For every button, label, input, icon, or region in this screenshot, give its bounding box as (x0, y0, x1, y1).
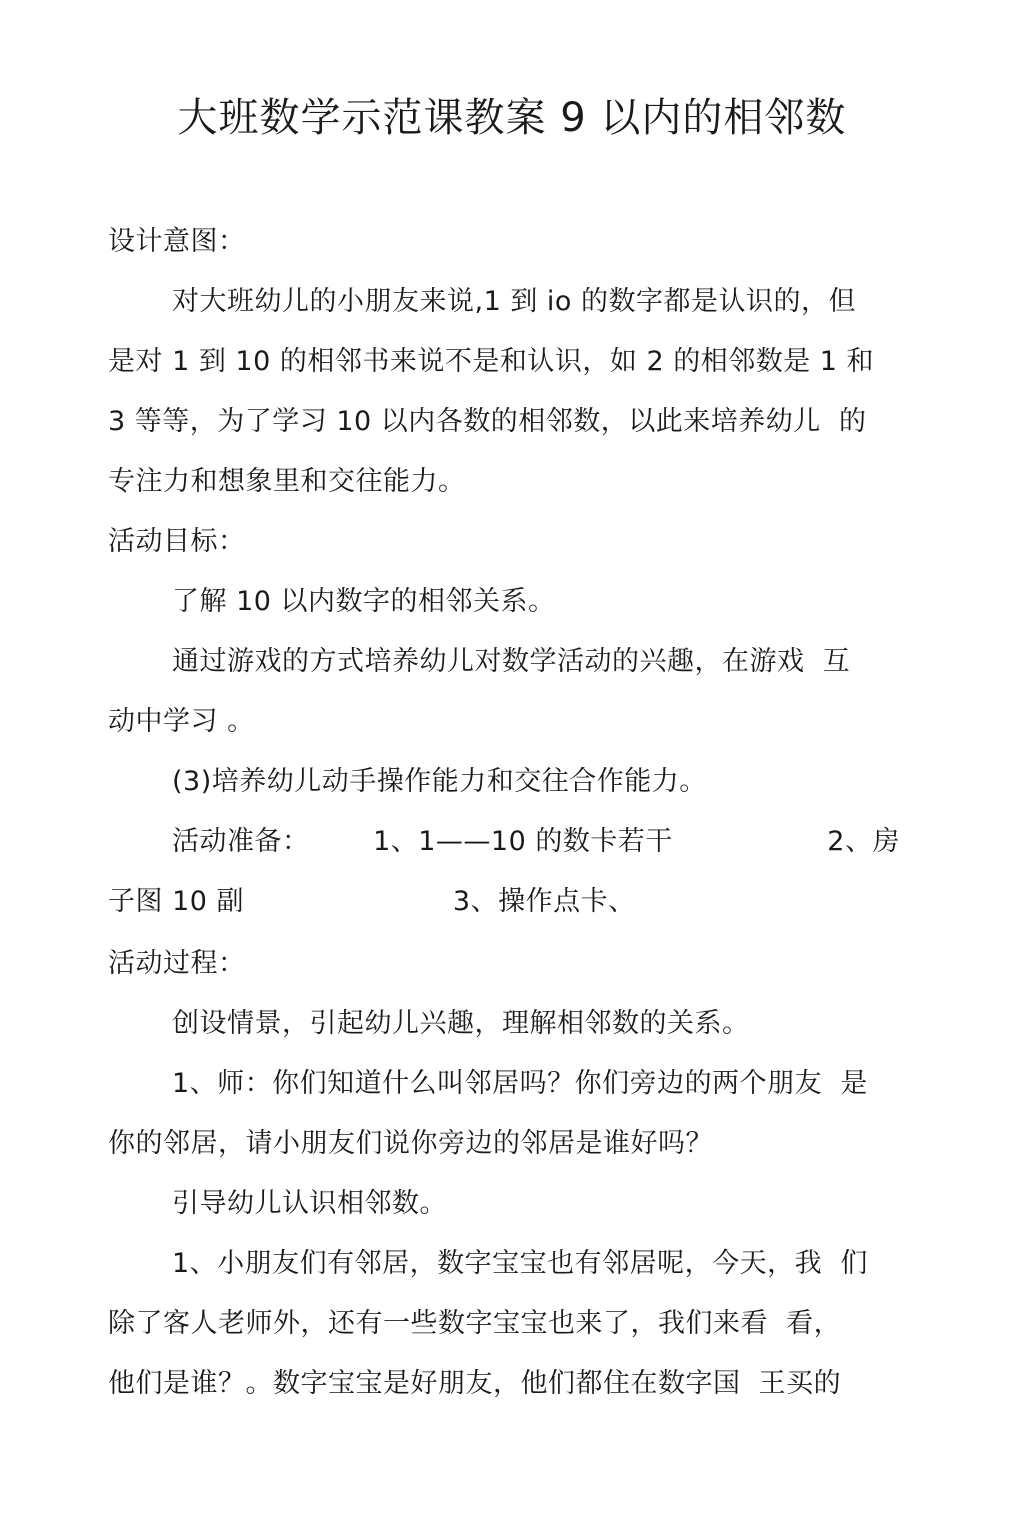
paragraph-line: 引导幼儿认识相邻数。 (172, 1188, 447, 1219)
paragraph-line: 通过游戏的方式培养幼儿对数学活动的兴趣，在游戏 互 (172, 646, 851, 677)
paragraph-line: 3 等等，为了学习 10 以内各数的相邻数，以此来培养幼儿 的 (108, 406, 867, 437)
paragraph-line: 除了客人老师外，还有一些数字宝宝也来了，我们来看 看， (108, 1308, 842, 1339)
paragraph-line: 动中学习 。 (108, 706, 255, 737)
document-title: 大班数学示范课教案 9 以内的相邻数 (177, 95, 847, 141)
paragraph-line: 了解 10 以内数字的相邻关系。 (172, 586, 556, 617)
paragraph-line: 对大班幼儿的小朋友来说,1 到 io 的数字都是认识的，但 (172, 286, 857, 317)
paragraph-line-activity-preparation: 活动准备： 1、1——10 的数卡若干 2、房 (172, 826, 900, 857)
section-heading-design-intent: 设计意图： (108, 226, 246, 257)
paragraph-line: 子图 10 副 3、操作点卡、 (108, 886, 636, 917)
paragraph-line: 1、师：你们知道什么叫邻居吗？你们旁边的两个朋友 是 (172, 1068, 868, 1099)
paragraph-line: 你的邻居，请小朋友们说你旁边的邻居是谁好吗？ (108, 1128, 713, 1159)
paragraph-line: 他们是谁？。数字宝宝是好朋友，他们都住在数字国 王买的 (108, 1368, 842, 1399)
paragraph-line: 是对 1 到 10 的相邻书来说不是和认识，如 2 的相邻数是 1 和 (108, 346, 875, 377)
section-heading-activity-goals: 活动目标： (108, 526, 246, 557)
paragraph-line: (3)培养幼儿动手操作能力和交往合作能力。 (172, 766, 707, 797)
section-heading-activity-process: 活动过程： (108, 948, 246, 979)
paragraph-line: 1、小朋友们有邻居，数字宝宝也有邻居呢，今天，我 们 (172, 1248, 868, 1279)
paragraph-line: 创设情景，引起幼儿兴趣，理解相邻数的关系。 (172, 1008, 750, 1039)
paragraph-line: 专注力和想象里和交往能力。 (108, 466, 466, 497)
